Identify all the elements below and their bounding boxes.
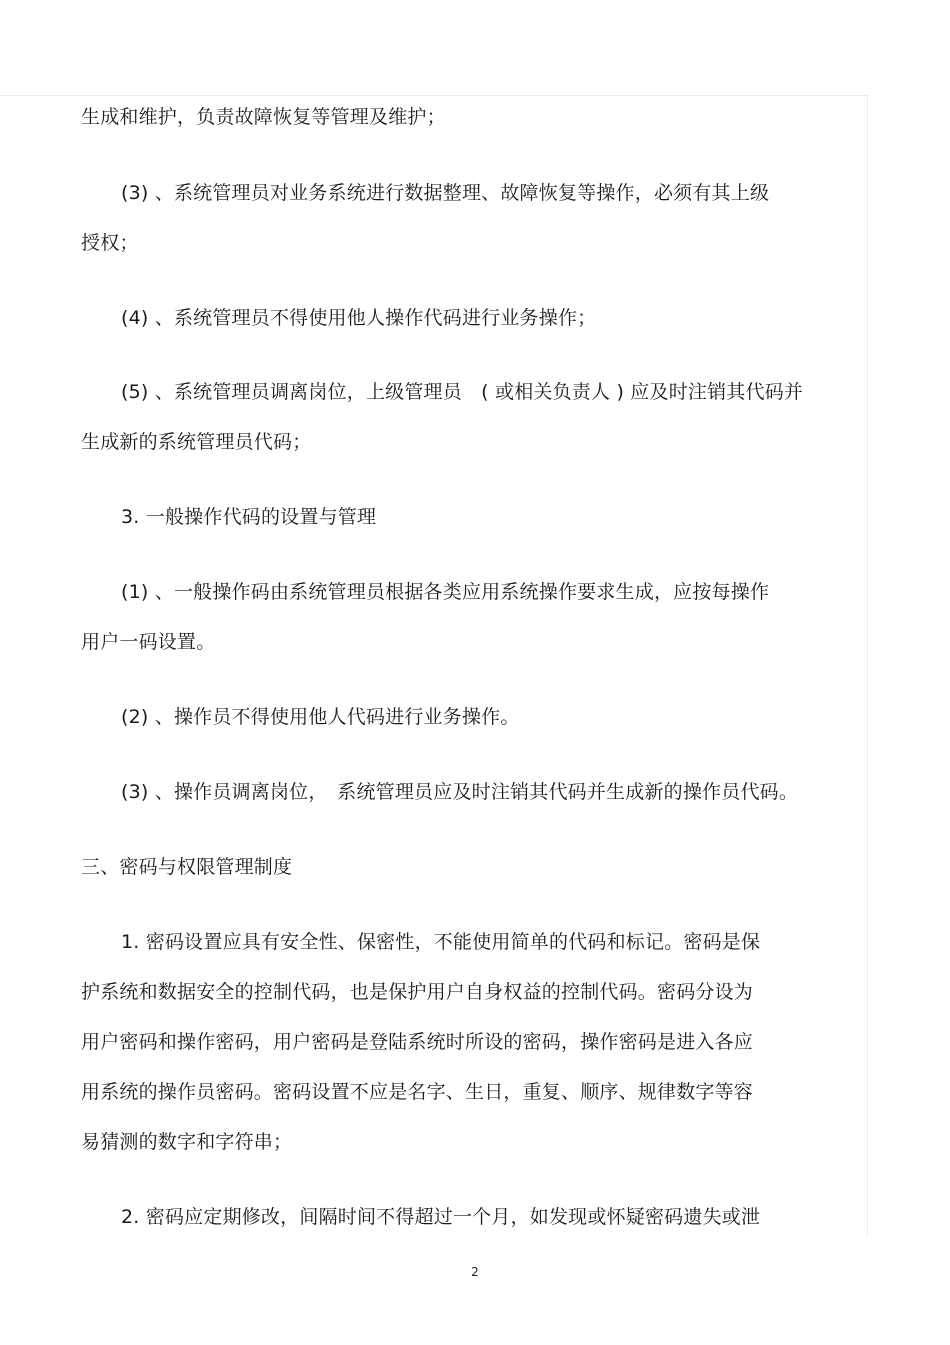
page-number: 2 bbox=[471, 1265, 479, 1279]
paragraph-line: 1. 密码设置应具有安全性、保密性，不能使用简单的代码和标记。密码是保 bbox=[121, 931, 761, 953]
paragraph-line: (5) 、系统管理员调离岗位，上级管理员 ( 或相关负责人 ) 应及时注销其代码并 bbox=[121, 381, 804, 403]
paragraph-line: 授权； bbox=[81, 232, 139, 254]
paragraph-line: 生成新的系统管理员代码； bbox=[81, 431, 312, 453]
paragraph-line: (2) 、操作员不得使用他人代码进行业务操作。 bbox=[121, 706, 520, 728]
paragraph-line: 用户一码设置。 bbox=[81, 631, 216, 653]
paragraph-line: 护系统和数据安全的控制代码，也是保护用户自身权益的控制代码。密码分设为 bbox=[81, 981, 754, 1003]
paragraph-line: (4) 、系统管理员不得使用他人操作代码进行业务操作； bbox=[121, 307, 597, 329]
paragraph-line: 2. 密码应定期修改，间隔时间不得超过一个月，如发现或怀疑密码遗失或泄 bbox=[121, 1206, 761, 1228]
paragraph-line: (1) 、一般操作码由系统管理员根据各类应用系统操作要求生成，应按每操作 bbox=[121, 581, 770, 603]
chapter-heading: 三、密码与权限管理制度 bbox=[81, 856, 293, 878]
paragraph-line: (3) 、系统管理员对业务系统进行数据整理、故障恢复等操作，必须有其上级 bbox=[121, 182, 770, 204]
paragraph-line: 生成和维护，负责故障恢复等管理及维护； bbox=[81, 106, 446, 128]
paragraph-line: (3) 、操作员调离岗位， 系统管理员应及时注销其代码并生成新的操作员代码。 bbox=[121, 781, 799, 803]
paragraph-line: 易猜测的数字和字符串； bbox=[81, 1131, 293, 1153]
paragraph-line: 用户密码和操作密码，用户密码是登陆系统时所设的密码，操作密码是进入各应 bbox=[81, 1031, 754, 1053]
page-frame bbox=[0, 95, 868, 1237]
paragraph-line: 用系统的操作员密码。密码设置不应是名字、生日，重复、顺序、规律数字等容 bbox=[81, 1081, 754, 1103]
section-heading: 3. 一般操作代码的设置与管理 bbox=[121, 506, 377, 528]
